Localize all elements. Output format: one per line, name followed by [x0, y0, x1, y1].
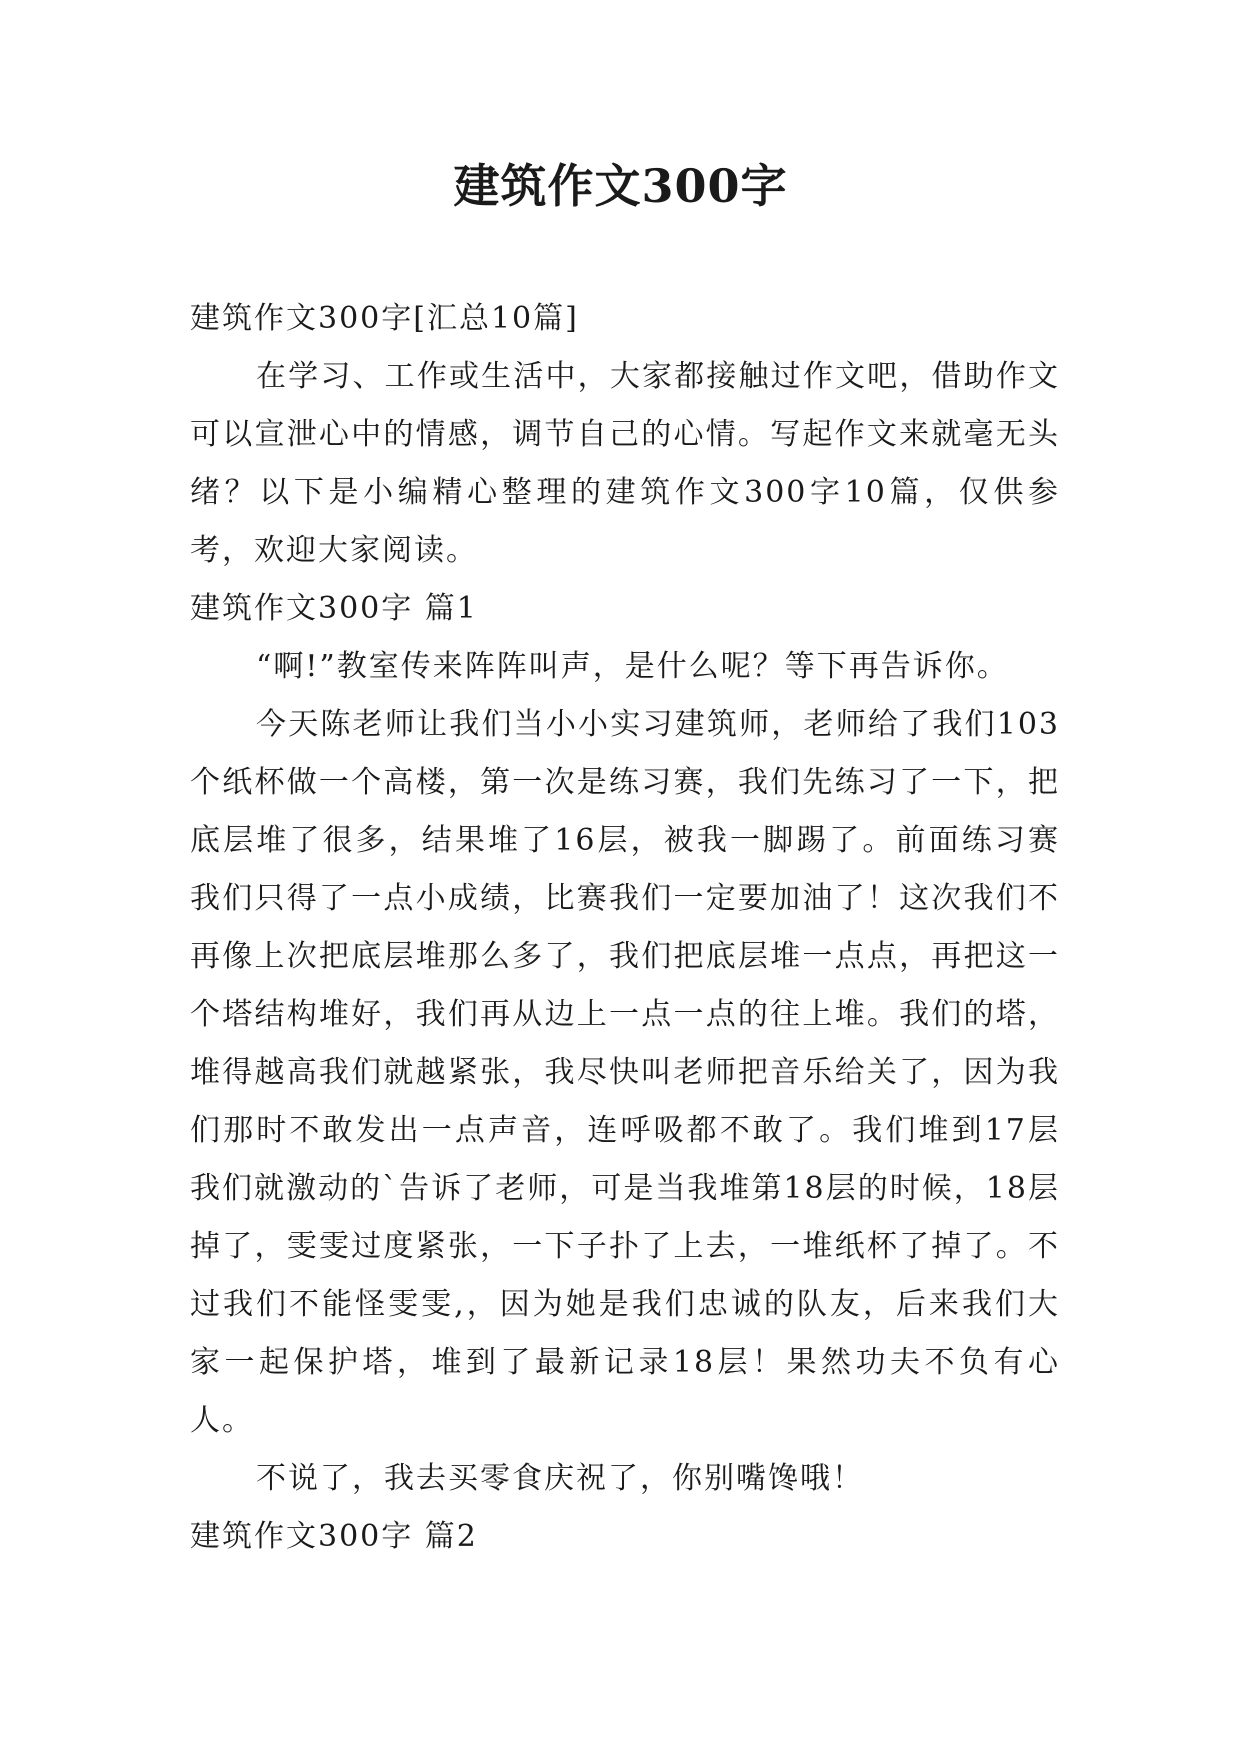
- document-subtitle: 建筑作文300字[汇总10篇]: [190, 301, 579, 336]
- document-title: 建筑作文300字: [453, 159, 788, 213]
- document-body: [190, 290, 1060, 1566]
- section-heading-1: 建筑作文300字 篇1: [190, 591, 478, 626]
- intro-paragraph: 在学习、工作或生活中，大家都接触过作文吧，借助作文可以宣泄心中的情感，调节自己的心情。写起作文来就毫无头绪？以下是小编精心整理的建筑作文300字10篇，仅供参考，欢迎大家阅读。: [190, 359, 1060, 568]
- section-1-paragraph-2: 今天陈老师让我们当小小实习建筑师，老师给了我们103个纸杯做一个高楼，第一次是练习赛，我们先练习了一下，把底层堆了很多，结果堆了16层，被我一脚踢了。前面练习赛我们只得了一点小成绩，比赛我们一定要加油了！这次我们不再像上次把底层堆那么多了，我们把底层堆一点点，再把这一个塔结构堆好，我们再从边上一点一点的往上堆。我们的塔，堆得越高我们就越紧张，我尽快叫老师把音乐给关了，因为我们那时不敢发出一点声音，连呼吸都不敢了。我们堆到17层我们就激动的`告诉了老师，可是当我堆第18层的时候，18层掉了，雯雯过度紧张，一下子扑了上去，一堆纸杯了掉了。不过我们不能怪雯雯,，因为她是我们忠诚的队友，后来我们大家一起保护塔，堆到了最新记录18层！果然功夫不负有心人。: [190, 707, 1060, 1438]
- section-1-paragraph-1: “啊!”教室传来阵阵叫声，是什么呢？等下再告诉你。: [256, 649, 1009, 684]
- section-1-paragraph-3: 不说了，我去买零食庆祝了，你别嘴馋哦！: [256, 1461, 864, 1496]
- section-heading-2: 建筑作文300字 篇2: [190, 1519, 478, 1554]
